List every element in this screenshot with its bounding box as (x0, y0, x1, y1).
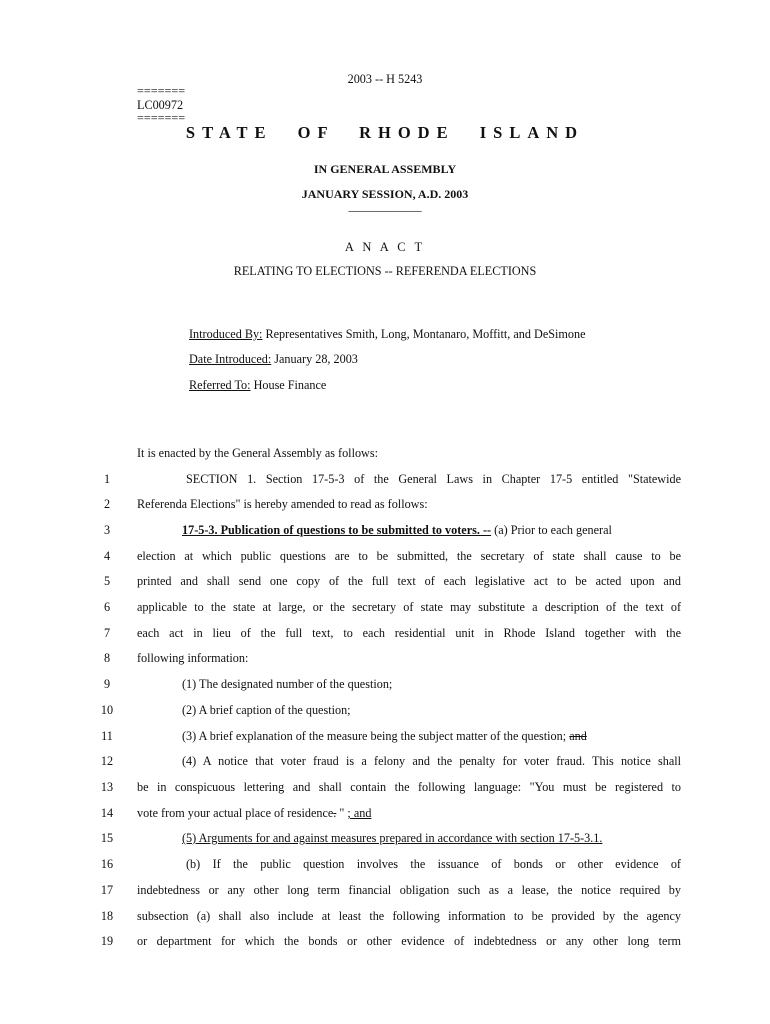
introduced-by-label: Introduced By: (189, 327, 263, 341)
body-line-14-text: vote from your actual place of residence (137, 806, 334, 820)
line-number: 9 (103, 677, 111, 691)
rule-bottom: ======= (137, 111, 186, 125)
referred-to-label: Referred To: (189, 378, 251, 392)
line-number: 18 (100, 909, 114, 923)
body-line-5: printed and shall send one copy of the full text of each legislative act to be acted upon and (137, 574, 681, 588)
state-title: STATE OF RHODE ISLAND (185, 123, 585, 142)
line-number: 6 (103, 600, 111, 614)
added-text: (5) Arguments for and against measures prepared in accordance with section 17-5-3.1. (182, 831, 603, 845)
line-number: 13 (100, 780, 114, 794)
body-line-16: (b) If the public question involves the issuance of bonds or other evidence of (186, 857, 681, 871)
date-introduced (189, 352, 358, 367)
body-line-17: indebtedness or any other long term financial obligation such as a lease, the notice required by (137, 883, 681, 897)
body-line-9: (1) The designated number of the question; (182, 677, 393, 691)
struck-text: and (569, 729, 587, 743)
body-line-4: election at which public questions are to be submitted, the secretary of state shall cause to be (137, 549, 681, 563)
struck-text: . (333, 806, 337, 820)
line-number: 19 (100, 934, 114, 948)
body-line-6: applicable to the state at large, or the secretary of state may substitute a description of the text of (137, 600, 681, 614)
body-line-14 (137, 806, 681, 821)
body-line-11-text: (3) A brief explanation of the measure being the subject matter of the question; (182, 729, 570, 743)
line-number: 2 (103, 497, 111, 511)
line-number: 12 (100, 754, 114, 768)
body-line-3-rest: (a) Prior to each general (491, 523, 612, 537)
line-number: 5 (103, 574, 111, 588)
body-line-13: be in conspicuous lettering and shall contain the following language: "You must be registered to (137, 780, 681, 794)
session-rule: ____________ (348, 199, 422, 213)
body-line-19: or department for which the bonds or other evidence of indebtedness or any other long term (137, 934, 681, 948)
line-number: 7 (103, 626, 111, 640)
added-text: ; and (347, 806, 372, 820)
act-heading: A N A C T (344, 240, 426, 254)
lc-code: LC00972 (137, 98, 184, 112)
line-number: 14 (100, 806, 114, 820)
body-line-1: SECTION 1. Section 17-5-3 of the General Laws in Chapter 17-5 entitled "Statewide (186, 472, 681, 486)
body-line-11 (137, 729, 681, 744)
bill-number: 2003 -- H 5243 (347, 72, 423, 86)
body-line-18: subsection (a) shall also include at least the following information to be provided by the agency (137, 909, 681, 923)
date-introduced-label: Date Introduced: (189, 352, 272, 366)
body-line-8: following information: (137, 651, 249, 665)
line-number: 16 (100, 857, 114, 871)
line-number: 11 (101, 729, 113, 743)
introduced-by-value: Representatives Smith, Long, Montanaro, Moffitt, and DeSimone (265, 327, 586, 341)
section-heading: 17-5-3. Publication of questions to be submitted to voters. -- (182, 523, 492, 537)
act-subject: RELATING TO ELECTIONS -- REFERENDA ELECTIONS (233, 264, 537, 278)
body-line-10: (2) A brief caption of the question; (182, 703, 351, 717)
line-number: 4 (103, 549, 111, 563)
date-introduced-value: January 28, 2003 (274, 352, 358, 366)
line-number: 10 (100, 703, 114, 717)
body-line-3 (137, 523, 681, 538)
enactment-clause: It is enacted by the General Assembly as follows: (137, 446, 378, 460)
introduced-by (189, 327, 586, 342)
line-number: 3 (103, 523, 111, 537)
referred-to-value: House Finance (253, 378, 327, 392)
body-line-14-quote: " (336, 806, 348, 820)
line-number: 15 (100, 831, 114, 845)
rule-top: ======= (137, 84, 186, 98)
line-number: 8 (103, 651, 111, 665)
line-number: 1 (103, 472, 111, 486)
body-line-12: (4) A notice that voter fraud is a felony and the penalty for voter fraud. This notice shall (182, 754, 681, 768)
body-line-7: each act in lieu of the full text, to each residential unit in Rhode Island together with the (137, 626, 681, 640)
line-number: 17 (100, 883, 114, 897)
assembly-title: IN GENERAL ASSEMBLY (313, 162, 457, 176)
referred-to (189, 378, 326, 393)
session-title: JANUARY SESSION, A.D. 2003 (301, 187, 469, 201)
body-line-2: Referenda Elections" is hereby amended to read as follows: (137, 497, 428, 511)
body-line-15 (137, 831, 681, 846)
